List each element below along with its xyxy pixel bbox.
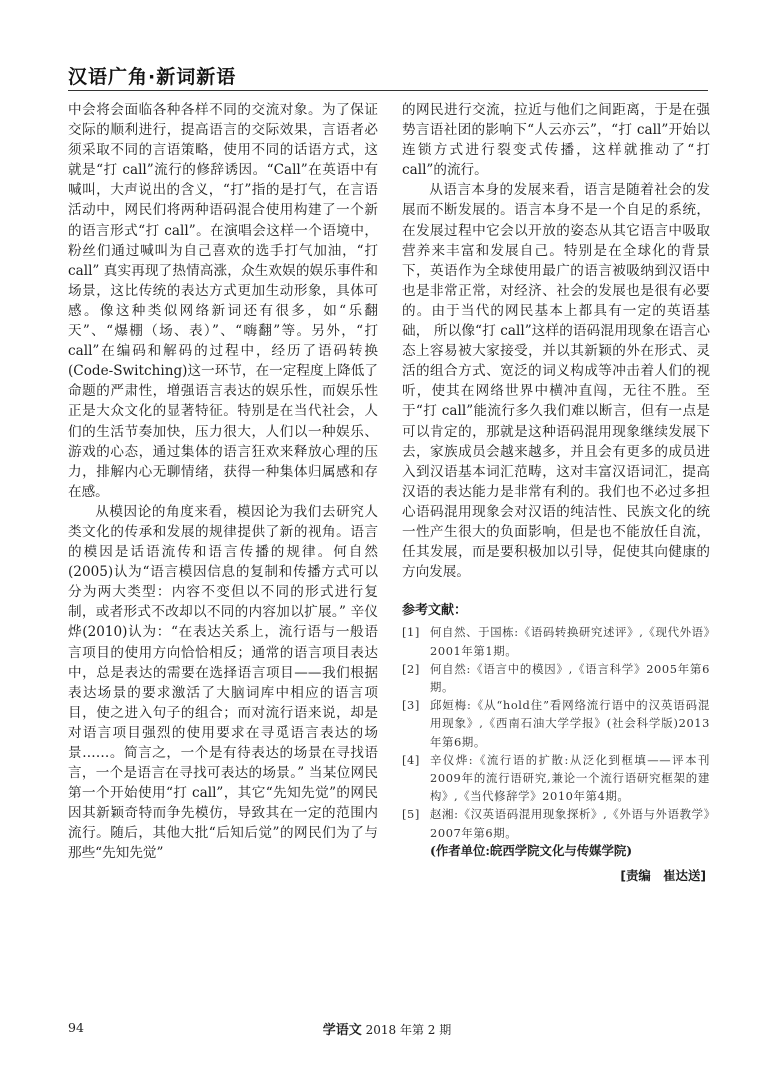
references-list: [402, 623, 710, 841]
header-divider: [68, 90, 708, 91]
body-paragraph: 从语言本身的发展来看，语言是随着社会的发展而不断发展的。语言本身不是一个自足的系统，在发展过程中它会以开放的姿态从其它语言中吸取营养来丰富和发展自己。特别是在全球化的背景下，英语作为全球使用最广的语言被吸纳到汉语中也是非常正常，对经济、社会的发展也是很有必要的。由于当代的网民基本上都具有一定的英语基础， 所以像“打 call”这样的语码混用现象在语言心态上容易被大家接受，并以其新颖的外在形式、灵活的组合方式、宽泛的词义构成等冲击着人们的视听，使其在网络世界中横冲直闯，无往不胜。至于“打 call”能流行多久我们难以断言，但有一点是可以肯定的，那就是这种语码混用现象继续发展下去，家族成员会越来越多，并且会有更多的成员进入到汉语基本词汇范畴，这对丰富汉语词汇，提高汉语的表达能力是非常有利的。我们也不必过多担心语码混用现象会对汉语的纯洁性、民族文化的统一性产生很大的负面影响，但是也不能放任自流，任其发展，而是要积极加以引导，促使其向健康的方向发展。: [402, 182, 710, 581]
reference-text: 辛仪烨:《流行语的扩散:从泛化到框填——评本刊2009年的流行语研究,兼论一个流行语研究框架的建构》,《当代修辞学》2010年第4期。: [430, 752, 710, 804]
reference-text: 赵湘:《汉英语码混用现象探析》,《外语与外语教学》2007年第6期。: [430, 807, 710, 840]
reference-text: 何自然:《语言中的模因》,《语言科学》2005年第6期。: [430, 661, 710, 694]
reference-item: [402, 660, 710, 696]
reference-number: [3]: [402, 698, 420, 713]
journal-footer: [0, 1019, 774, 1038]
reference-text: 何自然、于国栋:《语码转换研究述评》,《现代外语》2001年第1期。: [430, 625, 710, 658]
reference-number: [4]: [402, 752, 420, 767]
reference-number: [2]: [402, 661, 420, 676]
body-paragraph: 中会将会面临各种各样不同的交流对象。为了保证交际的顺利进行，提高语言的交际效果，言语者必须采取不同的言语策略，使用不同的话语方式，这就是“打 call”流行的修辞诱因。“Call”在英语中有喊叫，大声说出的含义，“打”指的是打气，在言语活动中，网民们将两种语码混合使用构建了一个新的语言形式“打 call”。在演唱会这样一个语境中，粉丝们通过喊叫为自己喜欢的选手打气加油，“打 call” 真实再现了热情高涨，众生欢娱的娱乐事件和场景，这比传统的表达方式更加生动形象，具体可感。像这种类似网络新词还有很多，如“乐翻天”、“爆棚（场、表）”、“嗨翻”等。另外，“打 call”在编码和解码的过程中，经历了语码转换(Code-Switching)这一环节，在一定程度上降低了命题的严肃性，增强语言表达的娱乐性，而娱乐性正是大众文化的显著特征。特别是在当代社会，人们的生活节奏加快，压力很大，人们以一种娱乐、游戏的心态，通过集体的语言狂欢来释放心理的压力，排解内心无聊情绪，获得一种集体归属感和存在感。: [68, 102, 378, 500]
left-column: [68, 100, 378, 864]
reference-number: [1]: [402, 625, 420, 640]
journal-name: 学语文: [322, 1023, 362, 1038]
references-heading: 参考文献：: [402, 603, 468, 619]
reference-item: [402, 696, 710, 751]
journal-issue: 2018 年第 2 期: [365, 1023, 452, 1037]
reference-number: [5]: [402, 807, 420, 822]
reference-text: 邱姮梅:《从“hold住”看网络流行语中的汉英语码混用现象》,《西南石油大学学报》(社会科学版)2013年第6期。: [430, 698, 710, 749]
reference-item: [402, 751, 710, 806]
editor-credit: [责编 崔达送]: [620, 867, 706, 883]
body-paragraph: 从模因论的角度来看，模因论为我们去研究人类文化的传承和发展的规律提供了新的视角。语言的模因是话语流传和语言传播的规律。何自然(2005)认为“语言模因信息的复制和传播方式可以分为两大类型：内容不变但以不同的形式进行复制，或者形式不改却以不同的内容加以扩展。” 辛仪烨(2010)认为：“在表达关系上，流行语与一般语言项目的使用方向恰恰相反；通常的语言项目表达中，总是表达的需要在选择语言项目——我们根据表达场景的要求激活了大脑词库中相应的语言项目，使之进入句子的组合；而对流行语来说，却是对语言项目强烈的使用要求在寻觅语言表达的场景……。简言之，一个是有待表达的场景在寻找语言，一个是语言在寻找可表达的场景。” 当某位网民第一个开始使用“打 call”，其它“先知先觉”的网民因其新颖奇特而争先模仿，导致其在一定的范围内流行。随后，其他大批“后知后觉”的网民们为了与那些“先知先觉”: [68, 503, 378, 862]
body-paragraph: 的网民进行交流，拉近与他们之间距离，于是在强势言语社团的影响下“人云亦云”，“打 call”开始以连锁方式进行裂变式传播，这样就推动了“打 call”的流行。: [402, 102, 710, 179]
right-column: [402, 100, 710, 886]
reference-item: [402, 805, 710, 841]
section-title: 汉语广角·新词新语: [68, 66, 237, 88]
author-affiliation: (作者单位:皖西学院文化与传媒学院): [430, 842, 633, 858]
reference-item: [402, 623, 710, 659]
page-number: 94: [68, 1020, 84, 1035]
